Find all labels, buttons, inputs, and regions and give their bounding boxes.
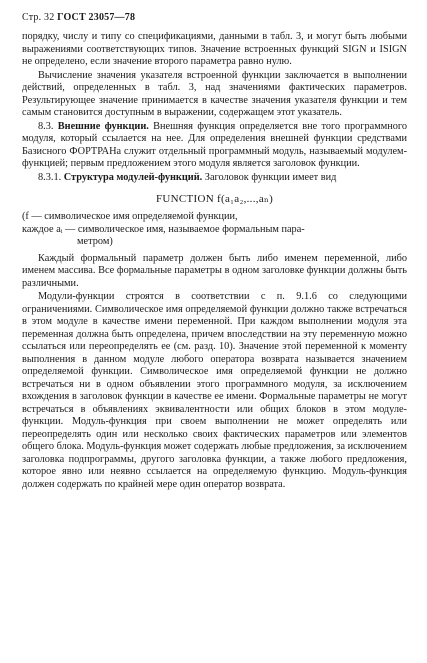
paragraph-2: Вычисление значения указателя встроенной функции заключается в выполнении действий, определенных в табл. 3, над значениями фактических параметров. Результирующее значение принимается в качестве значения указателя функции и тем самым становится доступным в выражении, содержащем этот указатель.: [22, 69, 407, 118]
page-header: [22, 12, 407, 23]
function-header-formula: FUNCTION f(a₁a₂,...,aₙ): [155, 193, 274, 205]
subsection-number: 8.3.1.: [38, 171, 62, 183]
definition-f: (f — символическое имя определяемой функции,: [22, 211, 238, 222]
section-number: 8.3.: [38, 120, 54, 132]
definition-a: каждое aᵢ — символическое имя, называемое формальным пара-: [22, 223, 305, 235]
section-heading: Внешние функции.: [57, 120, 149, 132]
section-8-3: [22, 121, 407, 171]
page-number: Стр. 32: [22, 12, 55, 23]
paragraph-5: Каждый формальный параметр должен быть либо именем переменной, либо именем массива. Все формальные параметры в одном заголовке функции должны быть различными.: [22, 252, 407, 289]
section-8-3-1: [22, 172, 407, 185]
document-page: [22, 12, 407, 491]
formula-definitions: [22, 211, 407, 249]
subsection-heading: Структура модулей-функций.: [63, 171, 203, 183]
subsection-text: Заголовок функции имеет вид: [202, 171, 337, 183]
paragraph-1: порядку, числу и типу со спецификациями, данными в табл. 3, и могут быть любыми выражениями соответствующих типов. Значение встроенных функций SIGN и ISIGN не определено, если значение второго параметра равно нулю.: [22, 31, 407, 67]
definition-a-cont: метром): [77, 236, 113, 247]
paragraph-6: Модули-функции строятся в соответствии с п. 9.1.6 со следующими ограничениями. Символическое имя определяемой функции должно также встречаться в этом модуле в качестве имени переменной. При каждом выполнении модуля эта переменная должна быть определена, причем впоследствии на эту переменную можно ссылаться или переопределять ее (см. разд. 10). Значение этой переменной к моменту выполнения в данном модуле любого оператора возврата называется значением определяемой функции. Символическое имя определяемой функции не должно встречаться ни в одном объявлении этого программного модуля, за исключением вхождения в заголовок функции в качестве ее имени. Формальные параметры не могут встречаться в объявлениях эквивалентности или общих блоков в этом модуле-функции. Модуль-функция при своем выполнении не может определять или переопределять один или несколько своих фактических параметров или элементов общего блока. Модуль-функция может содержать любые предложения, за исключением заголовка подпрограммы, другого заголовка функции, а также любого предложения, которое явно или неявно ссылается на определяемую функцию. Модуль-функция должен содержать по крайней мере один оператор возврата.: [22, 291, 407, 490]
section-text: Внешняя функция определяется вне того программного модуля, который ссылается на нее. Для определения внешней функции средствами Базисного ФОРТРАНа служит отдельный программный модуль, называемый модулем-функцией; первым предложением этого модуля является заголовок функции.: [22, 120, 407, 169]
standard-code: ГОСТ 23057—78: [57, 12, 136, 23]
